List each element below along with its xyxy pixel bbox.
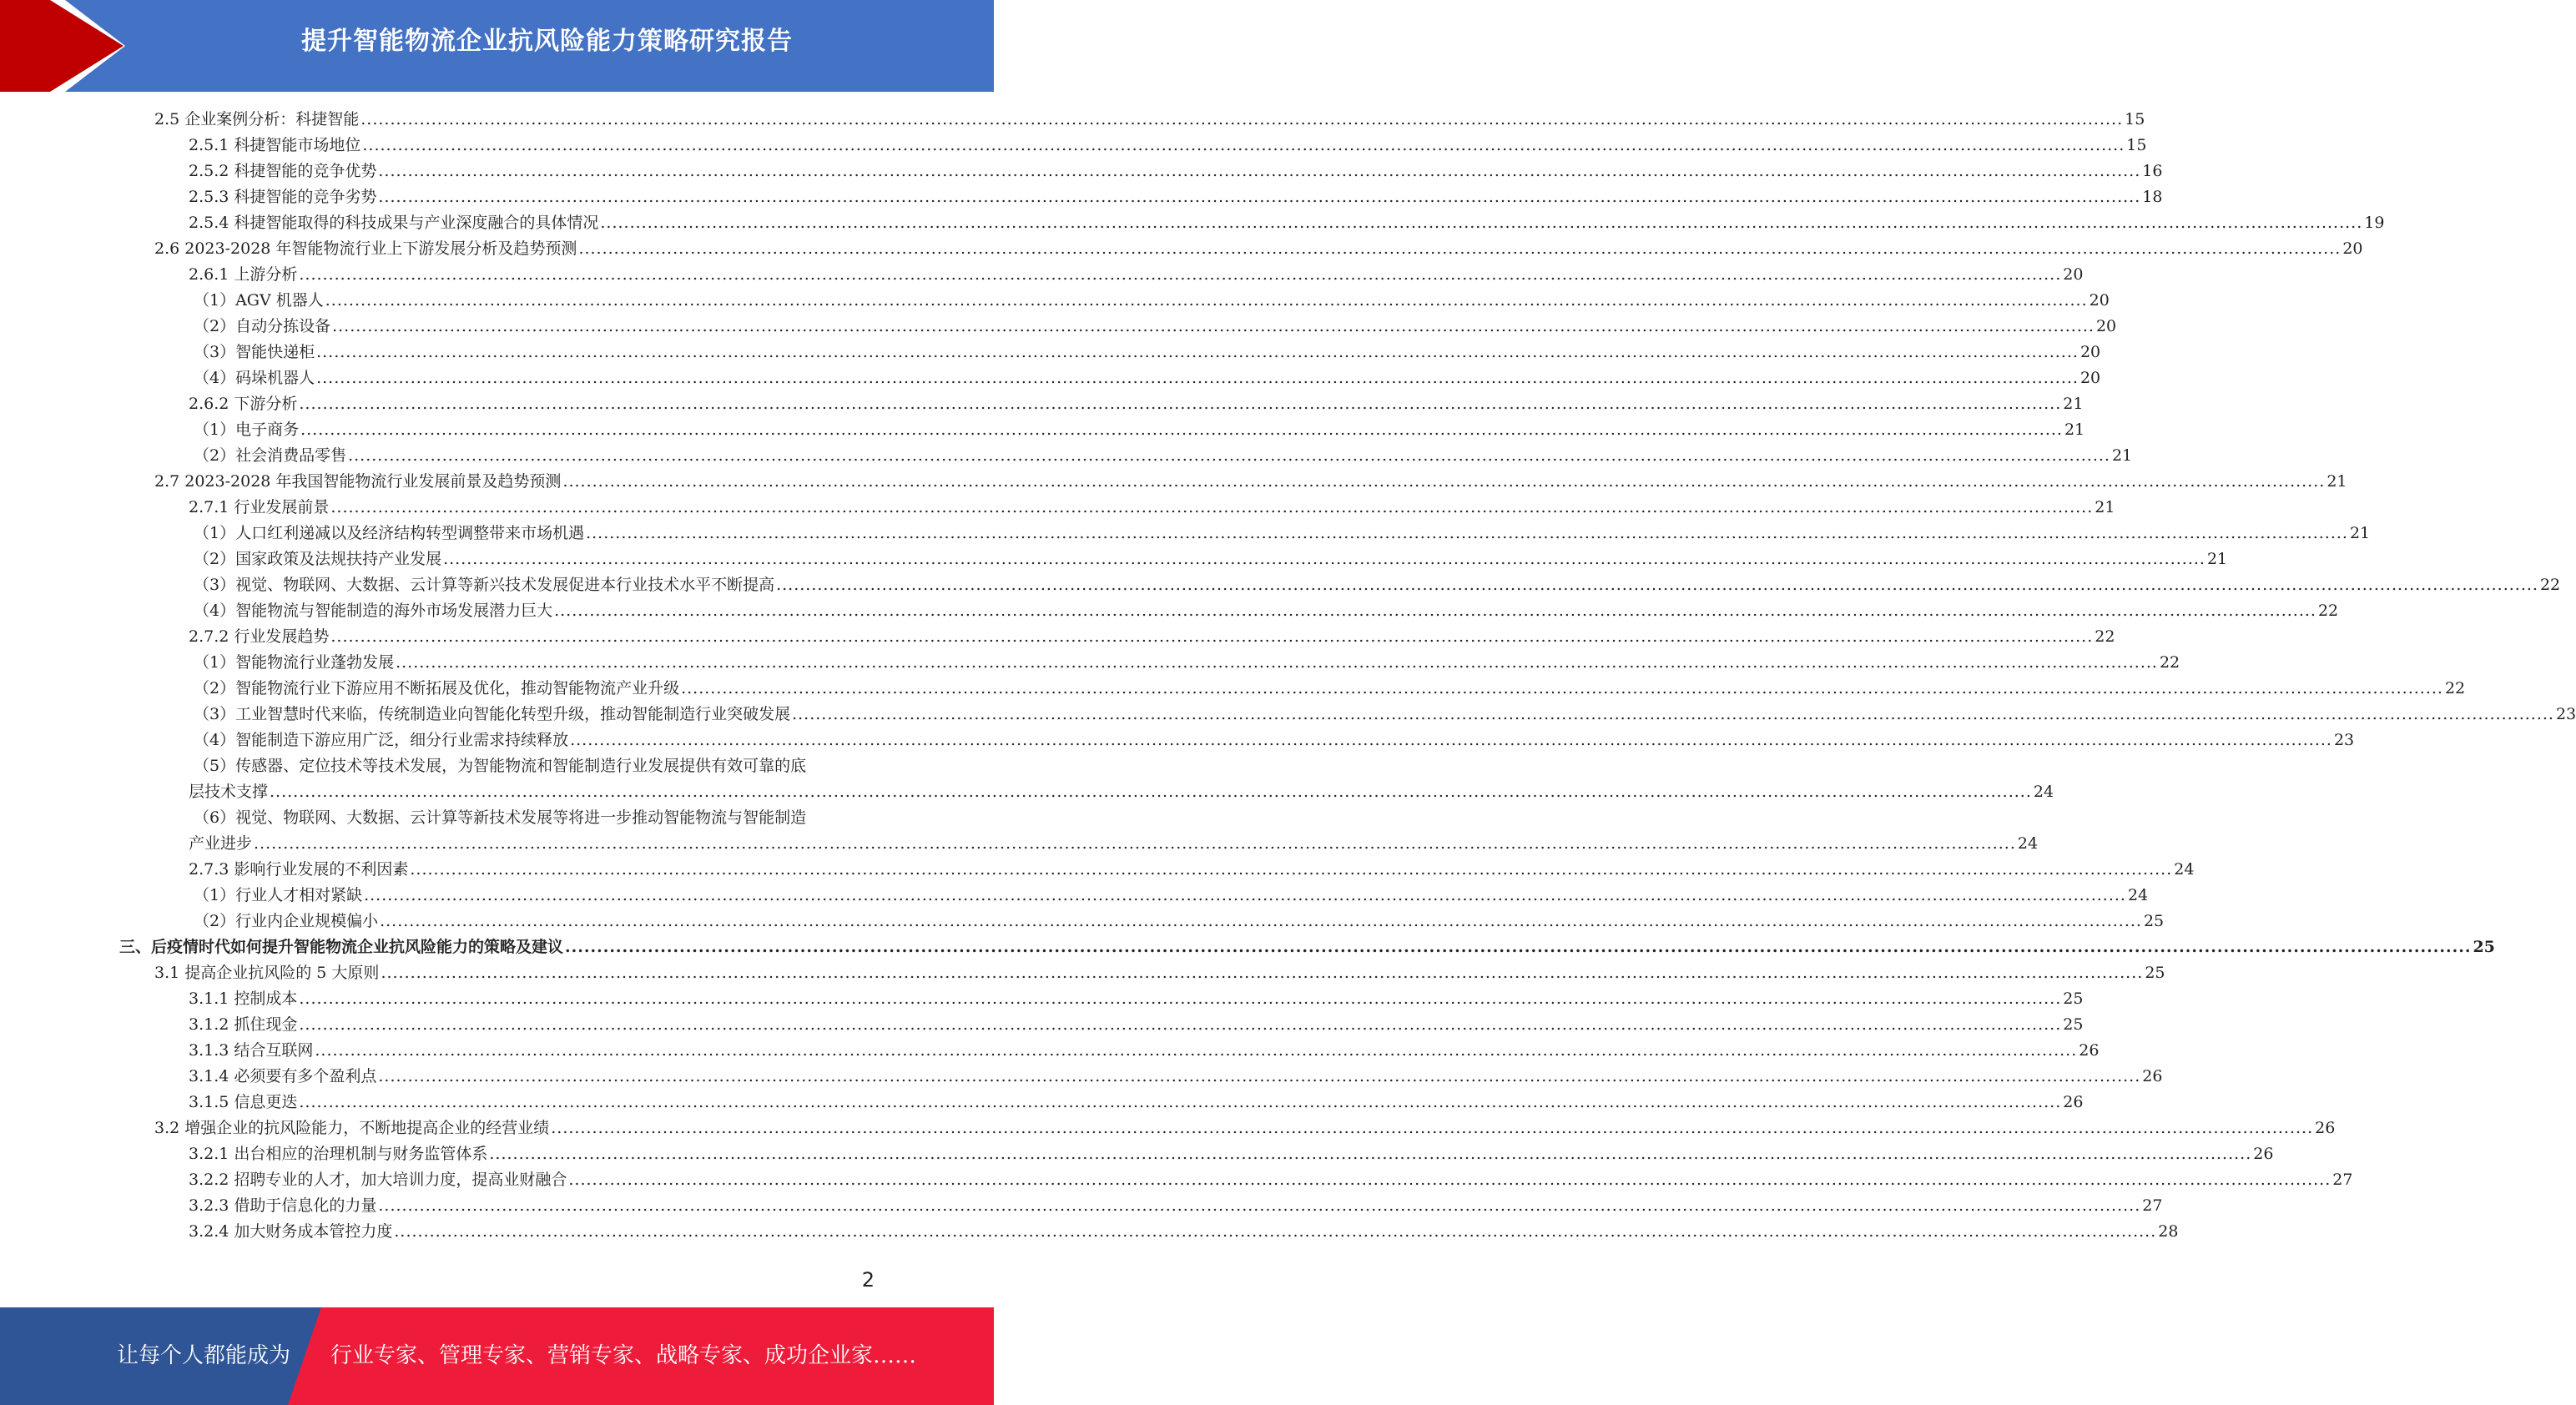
toc-entry[interactable] bbox=[194, 443, 2133, 469]
footer-slogan-left: 让每个人都能成为 bbox=[117, 1343, 291, 1368]
toc-page-number: 26 bbox=[2142, 1067, 2163, 1085]
toc-dot-leader: ............................................................................................................................................................................................................................................................................................................ bbox=[325, 291, 2088, 310]
toc-entry[interactable] bbox=[189, 1141, 2274, 1167]
toc-page-number: 27 bbox=[2332, 1171, 2353, 1189]
toc-entry-label: （3）视觉、物联网、大数据、云计算等新兴技术发展促进本行业技术水平不断提高 bbox=[194, 576, 775, 594]
toc-page-number: 22 bbox=[2095, 627, 2115, 646]
toc-dot-leader: ............................................................................................................................................................................................................................................................................................................ bbox=[315, 1041, 2078, 1060]
toc-entry[interactable] bbox=[194, 650, 2180, 676]
toc-dot-leader: ............................................................................................................................................................................................................................................................................................................ bbox=[254, 834, 2016, 853]
toc-entry[interactable] bbox=[189, 624, 2115, 650]
toc-page-number: 24 bbox=[2033, 783, 2054, 801]
header-chevron-icon bbox=[0, 0, 134, 92]
toc-page-number: 21 bbox=[2326, 472, 2347, 491]
toc-dot-leader: ............................................................................................................................................................................................................................................................................................................ bbox=[364, 886, 2126, 904]
toc-entry-label: 2.5 企业案例分析：科捷智能 bbox=[154, 110, 360, 128]
toc-entry-label: 3.2.1 出台相应的治理机制与财务监管体系 bbox=[189, 1145, 488, 1163]
toc-entry-label: （3）工业智慧时代来临，传统制造业向智能化转型升级，推动智能制造行业突破发展 bbox=[194, 705, 791, 723]
toc-entry[interactable] bbox=[189, 986, 2084, 1012]
toc-dot-leader: ............................................................................................................................................................................................................................................................................................................ bbox=[300, 420, 2063, 439]
toc-entry[interactable] bbox=[189, 391, 2084, 417]
toc-page-number: 25 bbox=[2473, 938, 2495, 956]
toc-entry-label: 3.2.2 招聘专业的人才，加大培训力度，提高业财融合 bbox=[189, 1171, 567, 1189]
toc-entry[interactable] bbox=[119, 934, 2495, 960]
toc-entry[interactable] bbox=[154, 107, 2145, 133]
toc-page-number: 20 bbox=[2063, 265, 2084, 284]
toc-page-number: 27 bbox=[2142, 1196, 2163, 1215]
toc-page-number: 23 bbox=[2555, 705, 2576, 723]
toc-page-number: 21 bbox=[2064, 420, 2085, 439]
toc-page-number: 23 bbox=[2333, 731, 2355, 749]
toc-entry-label: 2.7.1 行业发展前景 bbox=[189, 498, 330, 516]
toc-entry[interactable] bbox=[189, 262, 2084, 288]
toc-entry-label: （2）自动分拣设备 bbox=[194, 317, 331, 335]
toc-page-number: 20 bbox=[2095, 317, 2117, 335]
toc-entry-label: 3.1.1 控制成本 bbox=[189, 990, 298, 1008]
toc-entry[interactable] bbox=[194, 340, 2101, 365]
toc-entry-label: （2）社会消费品零售 bbox=[194, 446, 347, 465]
toc-entry-label: （3）智能快递柜 bbox=[194, 343, 315, 361]
toc-entry[interactable] bbox=[189, 1012, 2084, 1038]
toc-page-number: 26 bbox=[2253, 1145, 2274, 1163]
toc-entry-label: 3.1 提高企业抗风险的 5 大原则 bbox=[154, 964, 380, 982]
toc-dot-leader: ............................................................................................................................................................................................................................................................................................................ bbox=[578, 239, 2342, 258]
toc-dot-leader: ............................................................................................................................................................................................................................................................................................................ bbox=[586, 524, 2348, 542]
toc-page-number: 18 bbox=[2142, 188, 2163, 206]
toc-entry[interactable] bbox=[194, 676, 2466, 702]
toc-entry[interactable] bbox=[189, 1090, 2084, 1115]
page-number: 2 bbox=[861, 1268, 875, 1292]
toc-dot-leader: ............................................................................................................................................................................................................................................................................................................ bbox=[681, 679, 2443, 697]
toc-entry-label: 2.5.1 科捷智能市场地位 bbox=[189, 136, 361, 154]
toc-dot-leader: ............................................................................................................................................................................................................................................................................................................ bbox=[443, 550, 2205, 568]
toc-page-number: 24 bbox=[2174, 860, 2195, 879]
toc-entry[interactable] bbox=[194, 521, 2371, 546]
toc-entry[interactable] bbox=[189, 159, 2163, 184]
toc-page-number: 25 bbox=[2143, 912, 2165, 930]
toc-dot-leader: ............................................................................................................................................................................................................................................................................................................ bbox=[551, 1119, 2314, 1137]
toc-dot-leader: ............................................................................................................................................................................................................................................................................................................ bbox=[381, 964, 2144, 982]
toc-page-number: 26 bbox=[2079, 1041, 2100, 1060]
toc-page-number: 24 bbox=[2017, 834, 2039, 853]
toc-entry-label: 2.5.3 科捷智能的竞争劣势 bbox=[189, 188, 377, 206]
toc-page-number: 16 bbox=[2142, 162, 2163, 180]
toc-dot-leader: ............................................................................................................................................................................................................................................................................................................ bbox=[378, 1067, 2141, 1085]
toc-entry-label: （1）智能物流行业蓬勃发展 bbox=[194, 653, 395, 672]
toc-entry-label: 3.2 增强企业的抗风险能力，不断地提高企业的经营业绩 bbox=[154, 1119, 550, 1137]
toc-entry[interactable] bbox=[189, 1064, 2163, 1090]
toc-entry-label: （2）智能物流行业下游应用不断拓展及优化，推动智能物流产业升级 bbox=[194, 679, 680, 697]
toc-page-number: 20 bbox=[2079, 343, 2101, 361]
toc-entry[interactable] bbox=[194, 598, 2339, 624]
toc-entry-label: （1）电子商务 bbox=[194, 420, 300, 439]
toc-entry[interactable] bbox=[194, 728, 2355, 753]
toc-entry[interactable] bbox=[154, 960, 2165, 986]
toc-entry[interactable] bbox=[194, 365, 2101, 391]
toc-page-number: 20 bbox=[2342, 239, 2363, 258]
toc-dot-leader: ............................................................................................................................................................................................................................................................................................................ bbox=[330, 627, 2094, 646]
toc-entry-label: 三、后疫情时代如何提升智能物流企业抗风险能力的策略及建议 bbox=[119, 938, 564, 956]
toc-dot-leader: ............................................................................................................................................................................................................................................................................................................ bbox=[316, 343, 2079, 361]
toc-entry-label: 3.1.5 信息更迭 bbox=[189, 1093, 298, 1111]
toc-page-number: 21 bbox=[2206, 550, 2228, 568]
toc-dot-leader: ............................................................................................................................................................................................................................................................................................................ bbox=[362, 136, 2125, 154]
toc-dot-leader: ............................................................................................................................................................................................................................................................................................................ bbox=[299, 265, 2062, 284]
toc-page-number: 25 bbox=[2063, 990, 2084, 1008]
page-footer bbox=[0, 1307, 994, 1405]
toc-dot-leader: ............................................................................................................................................................................................................................................................................................................ bbox=[565, 938, 2472, 956]
toc-page-number: 28 bbox=[2158, 1222, 2179, 1241]
toc-entry[interactable] bbox=[189, 1167, 2353, 1193]
toc-entry-label: 2.7.3 影响行业发展的不利因素 bbox=[189, 860, 409, 879]
toc-entry-label: （5）传感器、定位技术等技术发展，为智能物流和智能制造行业发展提供有效可靠的底 bbox=[194, 757, 807, 775]
toc-entry[interactable] bbox=[194, 909, 2165, 934]
toc-entry-label: 3.2.4 加大财务成本管控力度 bbox=[189, 1222, 393, 1241]
toc-entry-label: （6）视觉、物联网、大数据、云计算等新技术发展等将进一步推动智能物流与智能制造 bbox=[194, 808, 807, 827]
toc-dot-leader: ............................................................................................................................................................................................................................................................................................................ bbox=[562, 472, 2326, 491]
toc-entry-label: （2）行业内企业规模偏小 bbox=[194, 912, 379, 930]
toc-page-number: 19 bbox=[2364, 214, 2385, 232]
toc-entry[interactable] bbox=[189, 1038, 2100, 1064]
toc-entry-label: （2）国家政策及法规扶持产业发展 bbox=[194, 550, 442, 568]
toc-entry-label: 2.6 2023-2028 年智能物流行业上下游发展分析及趋势预测 bbox=[154, 239, 577, 258]
toc-page-number: 24 bbox=[2127, 886, 2149, 904]
toc-dot-leader: ............................................................................................................................................................................................................................................................................................................ bbox=[378, 1196, 2141, 1215]
toc-dot-leader: ............................................................................................................................................................................................................................................................................................................ bbox=[570, 731, 2332, 749]
toc-entry[interactable] bbox=[154, 469, 2347, 495]
toc-dot-leader: ............................................................................................................................................................................................................................................................................................................ bbox=[299, 990, 2062, 1008]
toc-entry[interactable] bbox=[194, 546, 2228, 572]
toc-entry-label: 3.1.3 结合互联网 bbox=[189, 1041, 314, 1060]
toc-dot-leader: ............................................................................................................................................................................................................................................................................................................ bbox=[316, 369, 2079, 387]
toc-entry-label: 2.5.4 科捷智能取得的科技成果与产业深度融合的具体情况 bbox=[189, 214, 599, 232]
toc-entry-label: 3.2.3 借助于信息化的力量 bbox=[189, 1196, 377, 1215]
toc-page-number: 26 bbox=[2063, 1093, 2084, 1111]
toc-entry[interactable] bbox=[154, 1115, 2336, 1141]
toc-page-number: 21 bbox=[2063, 395, 2084, 413]
toc-entry-label: 2.6.2 下游分析 bbox=[189, 395, 298, 413]
toc-dot-leader: ............................................................................................................................................................................................................................................................................................................ bbox=[776, 576, 2538, 594]
toc-dot-leader: ............................................................................................................................................................................................................................................................................................................ bbox=[270, 783, 2032, 801]
toc-dot-leader: ............................................................................................................................................................................................................................................................................................................ bbox=[332, 317, 2095, 335]
report-title: 提升智能物流企业抗风险能力策略研究报告 bbox=[301, 27, 793, 56]
toc-entry-label-continued: 产业进步 bbox=[189, 834, 253, 853]
toc-entry-label: 2.7.2 行业发展趋势 bbox=[189, 627, 330, 646]
toc-page-number: 20 bbox=[2079, 369, 2101, 387]
toc-entry[interactable] bbox=[189, 1219, 2179, 1245]
toc-page-number: 15 bbox=[2125, 110, 2145, 128]
toc-dot-leader: ............................................................................................................................................................................................................................................................................................................ bbox=[380, 912, 2142, 930]
toc-entry-label: （1）行业人才相对紧缺 bbox=[194, 886, 363, 904]
toc-dot-leader: ............................................................................................................................................................................................................................................................................................................ bbox=[792, 705, 2554, 723]
toc-entry-label: 2.5.2 科捷智能的竞争优势 bbox=[189, 162, 377, 180]
toc-dot-leader: ............................................................................................................................................................................................................................................................................................................ bbox=[396, 653, 2158, 672]
toc-dot-leader: ............................................................................................................................................................................................................................................................................................................ bbox=[330, 498, 2094, 516]
toc-entry[interactable] bbox=[189, 857, 2195, 883]
toc-entry[interactable] bbox=[189, 133, 2147, 159]
footer-slogan-right: 行业专家、管理专家、营销专家、战略专家、成功企业家…… bbox=[330, 1343, 917, 1368]
toc-entry[interactable] bbox=[194, 702, 2576, 728]
toc-dot-leader: ............................................................................................................................................................................................................................................................................................................ bbox=[489, 1145, 2252, 1163]
toc-entry-label: （4）智能制造下游应用广泛，细分行业需求持续释放 bbox=[194, 731, 569, 749]
toc-entry[interactable] bbox=[189, 831, 2039, 857]
toc-page-number: 22 bbox=[2159, 653, 2180, 672]
toc-page-number: 26 bbox=[2315, 1119, 2336, 1137]
toc-entry-label: （1）人口红利递减以及经济结构转型调整带来市场机遇 bbox=[194, 524, 585, 542]
toc-entry[interactable] bbox=[194, 883, 2149, 909]
toc-dot-leader: ............................................................................................................................................................................................................................................................................................................ bbox=[378, 162, 2141, 180]
toc-entry[interactable] bbox=[194, 572, 2561, 598]
toc-dot-leader: ............................................................................................................................................................................................................................................................................................................ bbox=[568, 1171, 2332, 1189]
toc-dot-leader: ............................................................................................................................................................................................................................................................................................................ bbox=[348, 446, 2110, 465]
toc-page-number: 21 bbox=[2349, 524, 2371, 542]
toc-page-number: 15 bbox=[2126, 136, 2147, 154]
toc-dot-leader: ............................................................................................................................................................................................................................................................................................................ bbox=[378, 188, 2141, 206]
toc-entry[interactable] bbox=[194, 288, 2110, 314]
toc-entry-label: 3.1.4 必须要有多个盈利点 bbox=[189, 1067, 377, 1085]
toc-entry[interactable] bbox=[154, 236, 2363, 262]
toc-entry[interactable] bbox=[189, 184, 2163, 210]
page-header bbox=[0, 0, 994, 92]
toc-page-number: 22 bbox=[2444, 679, 2466, 697]
toc-entry[interactable] bbox=[189, 1193, 2163, 1219]
toc-dot-leader: ............................................................................................................................................................................................................................................................................................................ bbox=[299, 1093, 2062, 1111]
toc-entry-label: （4）智能物流与智能制造的海外市场发展潜力巨大 bbox=[194, 602, 553, 620]
toc-entry[interactable] bbox=[189, 210, 2385, 236]
toc-page-number: 22 bbox=[2317, 602, 2339, 620]
toc-dot-leader: ............................................................................................................................................................................................................................................................................................................ bbox=[410, 860, 2173, 879]
toc-page-number: 21 bbox=[2111, 446, 2133, 465]
toc-entry-label: （4）码垛机器人 bbox=[194, 369, 315, 387]
toc-dot-leader: ............................................................................................................................................................................................................................................................................................................ bbox=[299, 395, 2062, 413]
toc-dot-leader: ............................................................................................................................................................................................................................................................................................................ bbox=[554, 602, 2316, 620]
toc-entry-label: 2.6.1 上游分析 bbox=[189, 265, 298, 284]
toc-entry-label: 2.7 2023-2028 年我国智能物流行业发展前景及趋势预测 bbox=[154, 472, 562, 491]
toc-page-number: 20 bbox=[2089, 291, 2110, 310]
toc-entry-label-continued: 层技术支撑 bbox=[189, 783, 269, 801]
toc-dot-leader: ............................................................................................................................................................................................................................................................................................................ bbox=[600, 214, 2363, 232]
toc-page-number: 22 bbox=[2539, 576, 2561, 594]
toc-dot-leader: ............................................................................................................................................................................................................................................................................................................ bbox=[299, 1015, 2062, 1034]
toc-page-number: 25 bbox=[2063, 1015, 2084, 1034]
toc-entry[interactable] bbox=[194, 417, 2085, 443]
toc-dot-leader: ............................................................................................................................................................................................................................................................................................................ bbox=[394, 1222, 2157, 1241]
toc-entry[interactable] bbox=[189, 779, 2054, 805]
toc-entry[interactable] bbox=[194, 314, 2117, 340]
toc-page-number: 25 bbox=[2145, 964, 2165, 982]
toc-dot-leader: ............................................................................................................................................................................................................................................................................................................ bbox=[360, 110, 2124, 128]
toc-page-number: 21 bbox=[2095, 498, 2115, 516]
toc-entry[interactable] bbox=[189, 495, 2115, 521]
toc-entry-label: 3.1.2 抓住现金 bbox=[189, 1015, 298, 1034]
toc-entry-label: （1）AGV 机器人 bbox=[194, 291, 324, 310]
